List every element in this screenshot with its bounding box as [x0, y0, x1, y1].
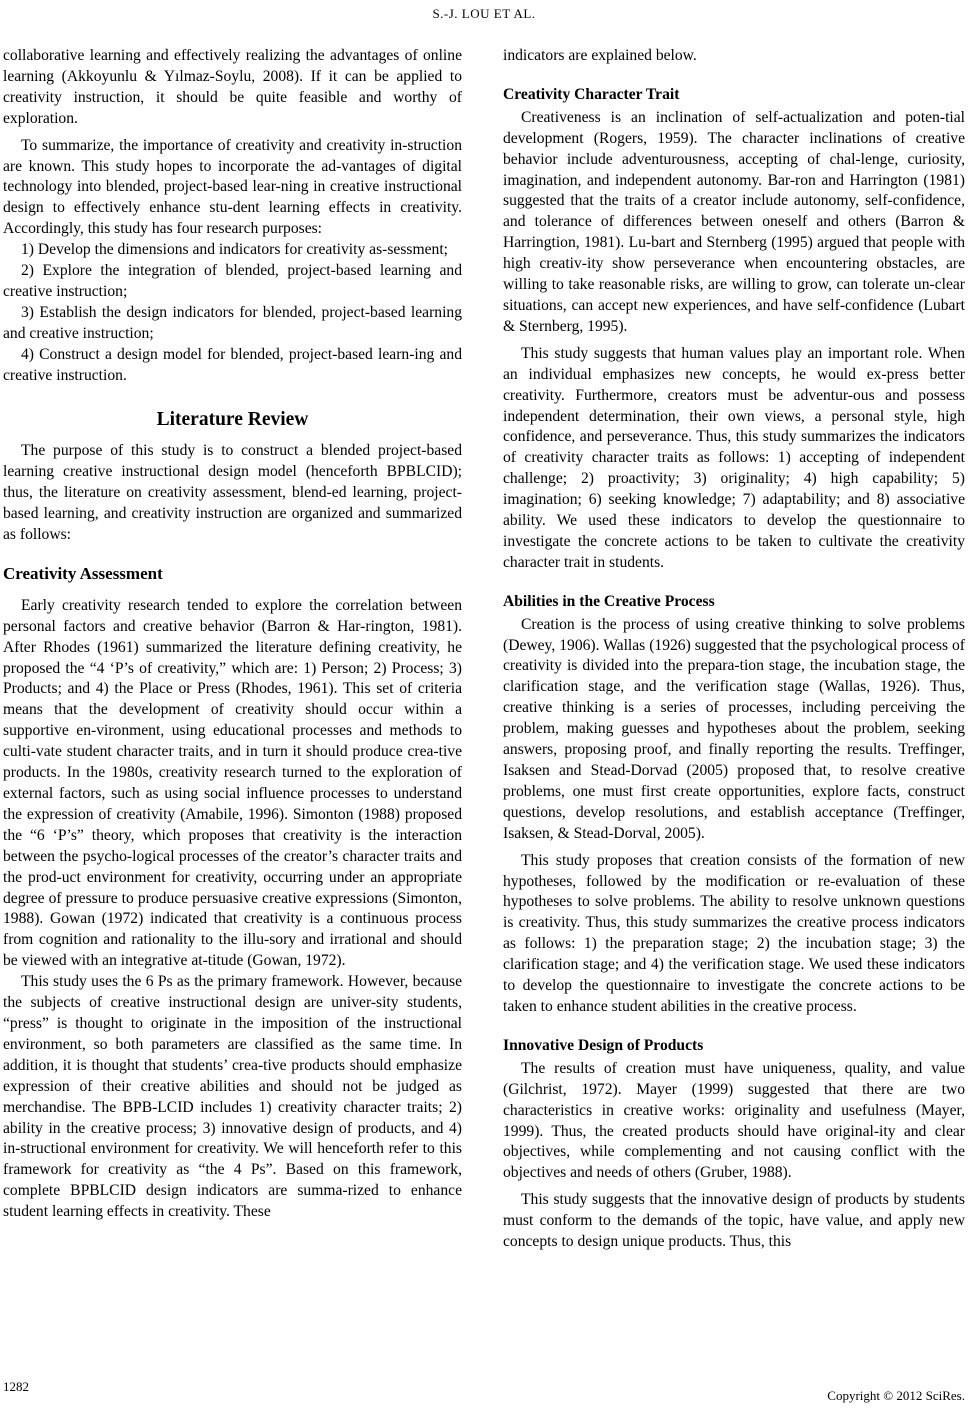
innovative-design-heading: Innovative Design of Products	[503, 1036, 704, 1054]
creativity-assessment-heading: Creativity Assessment	[3, 563, 163, 583]
creative-process-paragraph-1: Creation is the process of using creative thinking to solve problems (Dewey, 1906). Wallas (1926) suggested that the psychological process of creativity is divided into the prepara-tion stage, the incubation stage, the clarification stage, and the verification stage (Wallas, 1926). Thus, creative thinking is a series of processes, including perceiving the problem, making guesses and hypotheses about the problem, seeking answers, proposing proof, and finally reporting the results. Treffinger, Isaksen and Stead-Dorvad (2005) proposed that, to resolve creative problems, one must first create opportunities, explore facts, construct questions, develop resolutions, and establish acceptance (Treffinger, Isaksen, & Stead-Dorval, 2005).	[503, 615, 965, 842]
creative-process-paragraph-2: This study proposes that creation consists of the formation of new hypotheses, followed by the modification or re-evaluation of these hypotheses to solve problems. The ability to resolve unknown questions is creativity. Thus, this study summarizes the creative process indicators as follows: 1) the preparation stage; 2) the incubation stage; 3) the clarification stage; and 4) the verification stage. We used these indicators to develop the questionnaire to investigate the concrete actions to be taken to enhance student abilities in the creative process.	[503, 851, 965, 1015]
character-trait-paragraph-1: Creativeness is an inclination of self-actualization and poten-tial development (Rogers, 1959). The character inclinations of creative behavior include adventurousness, accepting of chal-lenge, curiosity, imagination, and independent autonomy. Bar-ron and Harrington (1981) suggested that the traits of a creator include autonomy, self-confidence, and tolerance of differences between oneself and others (Barron & Harringtion, 1981). Lu-bart and Sternberg (1995) argued that people with high creativ-ity show perseverance when encountering obstacles, are willing to take reasonable risks, are willing to grow, can tolerate un-clear situations, can accept new experiences, and have self-confidence (Lubart & Sternberg, 1995).	[503, 108, 965, 335]
copyright-notice: Copyright © 2012 SciRes.	[827, 1388, 965, 1403]
purpose-item: 4) Construct a design model for blended, project-based learn-ing and creative instruction.	[3, 345, 462, 384]
page-number: 1282	[3, 1379, 29, 1394]
intro-paragraph: collaborative learning and effectively realizing the advantages of online learning (Akkoyunlu & Yılmaz-Soylu, 2008). If it can be applied to creativity instruction, it should be quite feasible and worthy of exploration.	[3, 47, 462, 127]
purpose-item: 1) Develop the dimensions and indicators for creativity as-sessment;	[21, 241, 448, 259]
creativity-assessment-paragraph-1: Early creativity research tended to explore the correlation between personal factors and creative behavior (Barron & Har-rington, 1981). After Rhodes (1961) summarized the literature defining creativity, he proposed the “4 ‘P’s of creativity,” which are: 1) Person; 2) Process; 3) Products; and 4) the Place or Press (Rhodes, 1961). This set of criteria means that the development of creativity should occur within a supportive en-vironment, using educational processes and methods to culti-vate student character traits, and in turn it should produce crea-tive products. In the 1980s, creativity research turned to the exploration of external factors, such as using social influence processes to understand the expression of creativity (Amabile, 1996). Simonton (1988) proposed the “6 ‘P’s” theory, which proposes that creativity is the interaction between the psycho-logical processes of the creator’s character traits and the prod-uct environment for creativity, occurring under an appropriate degree of pressure to produce persuasive creative expressions (Simonton, 1988). Gowan (1972) indicated that creativity is a continuous process from cognition and rationality to the illu-sory and irrational and should be viewed with an integrative at-titude (Gowan, 1972).	[3, 596, 462, 970]
literature-review-heading: Literature Review	[156, 408, 309, 430]
creativity-assessment-paragraph-2: This study uses the 6 Ps as the primary framework. However, because the subjects of creative instructional design are univer-sity students, “press” is thought to originate in the imposition of the instructional environment, so both parameters are classified as the same time. In addition, it is thought that students’ crea-tive products should emphasize expression of their creative abilities and should not be judged as merchandise. The BPB-LCID includes 1) creativity character traits; 2) ability in the creative process; 3) innovative design of products, and 4) in-structional environment for creativity. We will henceforth refer to this framework for creativity as “the 4 Ps”. Based on this framework, complete BPBLCID design indicators are summa-rized to enhance student learning effects in creativity. These	[3, 973, 462, 1221]
literature-paragraph: The purpose of this study is to construct a blended project-based learning creative instructional design model (henceforth BPBLCID); thus, the literature on creativity assessment, blend-ed learning, project-based learning, and creativity instruction are organized and summarized as follows:	[3, 442, 462, 544]
left-column	[3, 46, 462, 1223]
purpose-item: 3) Establish the design indicators for blended, project-based learning and creative instruction;	[3, 303, 462, 342]
continued-paragraph: indicators are explained below.	[503, 47, 697, 64]
right-column	[503, 46, 965, 1253]
innovative-design-paragraph-1: The results of creation must have uniqueness, quality, and value (Gilchrist, 1972). Mayer (1999) suggested that there are two characteristics in creative works: originality and usefulness (Mayer, 1999). Thus, the created products should have original-ity and clear objectives, while complementing and not causing conflict with the objectives and needs of others (Gruber, 1988).	[503, 1059, 965, 1182]
running-head: S.-J. LOU ET AL.	[432, 6, 536, 21]
creative-process-heading: Abilities in the Creative Process	[503, 592, 715, 610]
purpose-item: 2) Explore the integration of blended, project-based learning and creative instruction;	[3, 262, 462, 300]
innovative-design-paragraph-2: This study suggests that the innovative design of products by students must conform to the demands of the topic, have value, and apply new concepts to design unique products. Thus, this	[503, 1191, 965, 1251]
creativity-character-trait-heading: Creativity Character Trait	[503, 85, 680, 103]
character-trait-paragraph-2: This study suggests that human values play an important role. When an individual emphasizes new concepts, he would ex-press better creativity. Furthermore, creators must be adventur-ous and possess independent determination, their own views, a personal style, high confidence, and perseverance. Thus, this study summarizes the indicators of creativity character traits as follows: 1) accepting of independent challenge; 2) proactivity; 3) originality; 4) high capability; 5) imagination; 6) seeking knowledge; 7) adaptability; and 8) associative ability. We used these indicators to develop the questionnaire to investigate the concrete actions to be taken to cultivate the creativity character trait in students.	[503, 344, 965, 571]
summary-paragraph: To summarize, the importance of creativity and creativity in-struction are known. This study hopes to incorporate the ad-vantages of digital technology into blended, project-based lear-ning in creative instructional design to effectively enhance stu-dent learning effects in creativity. Accordingly, this study has four research purposes:	[3, 136, 462, 238]
